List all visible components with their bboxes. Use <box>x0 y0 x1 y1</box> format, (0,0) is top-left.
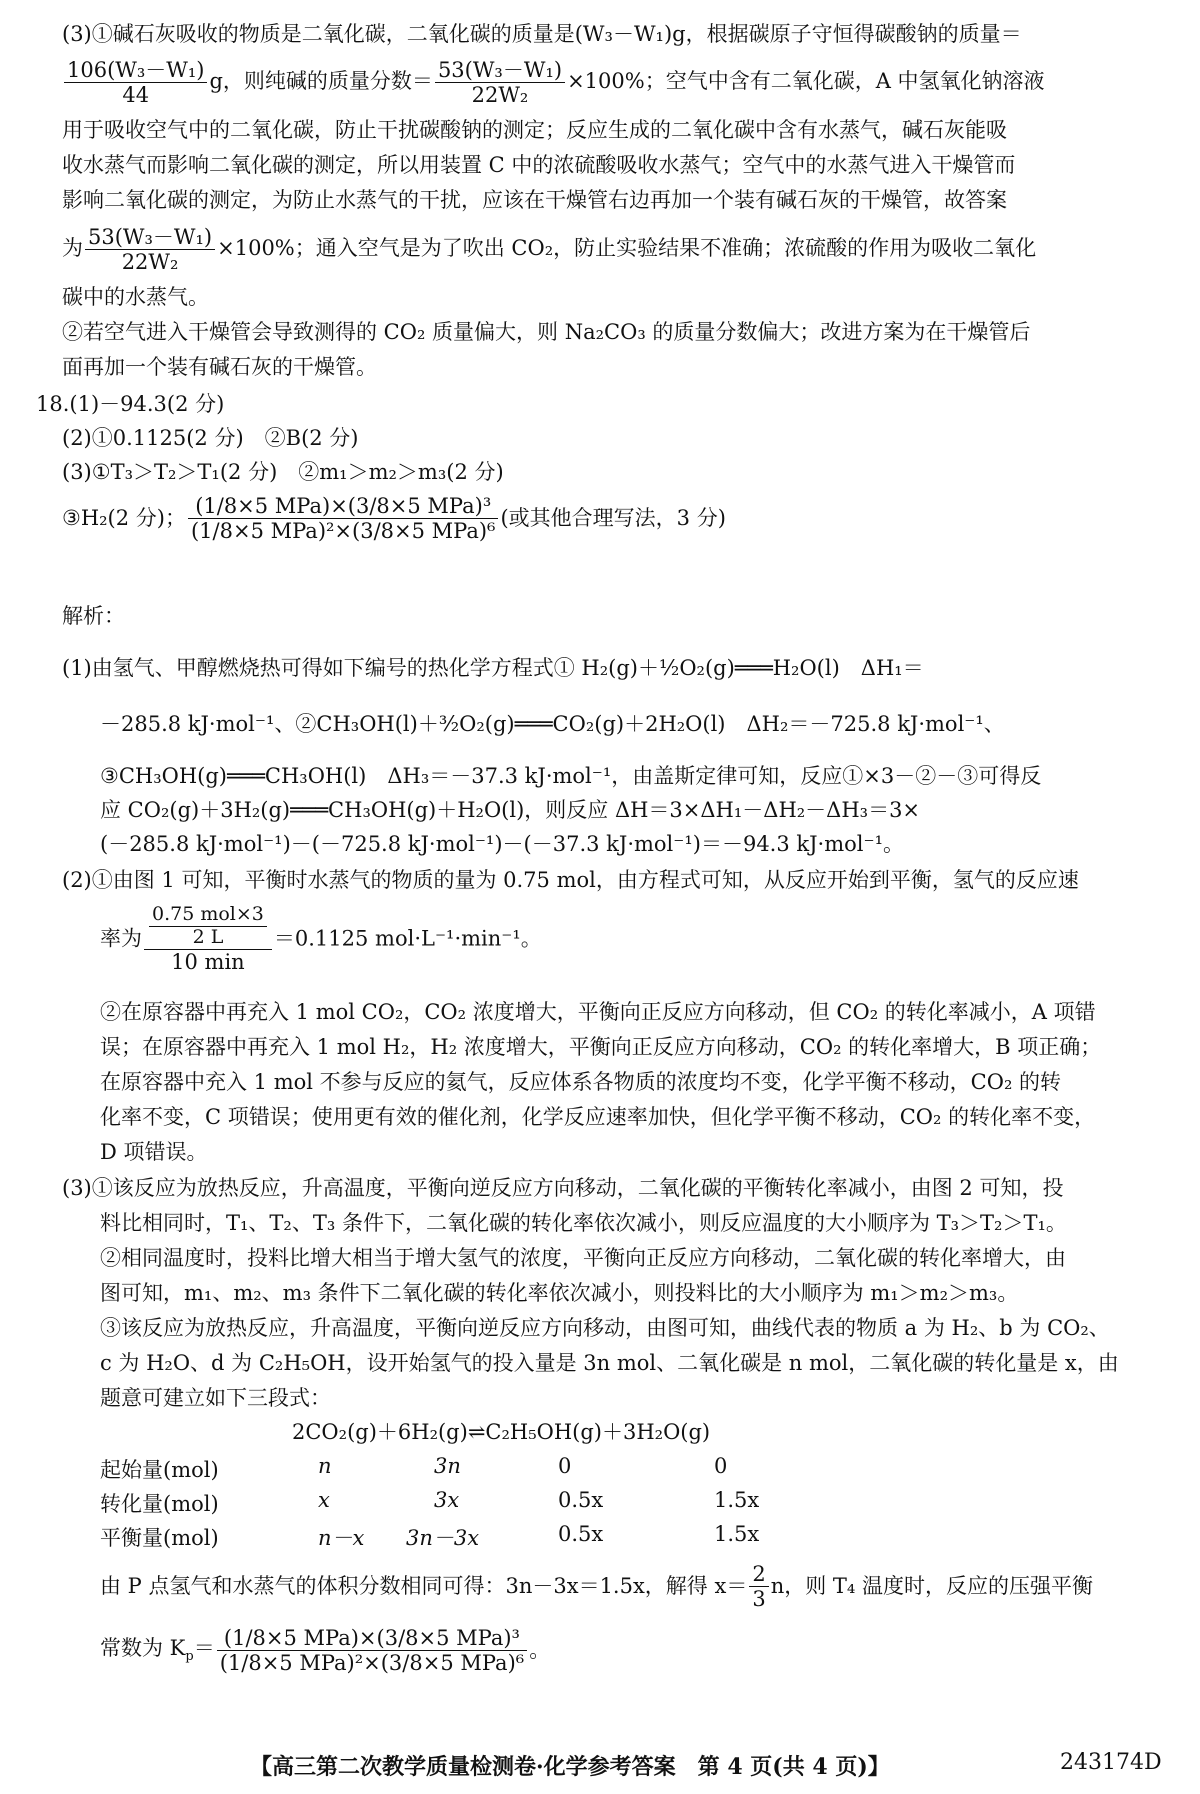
text-line: 应 CO₂(g)＋3H₂(g)═══CH₃OH(g)＋H₂O(l)，则反应 ΔH＝3×ΔH₁－ΔH₂－ΔH₃＝3× <box>100 798 921 822</box>
fraction: $\frac{2}{3}$ <box>749 1562 768 1611</box>
text-line: (3)①该反应为放热反应，升高温度，平衡向逆反应方向移动，二氧化碳的平衡转化率减小，由图 2 可知，投 <box>62 1176 1064 1200</box>
text-line: 化率不变，C 项错误；使用更有效的催化剂，化学反应速率加快，但化学平衡不移动，CO₂ 的转化率不变， <box>100 1105 1096 1129</box>
text-line: 收水蒸气而影响二氧化碳的测定，所以用装置 C 中的浓硫酸吸收水蒸气；空气中的水蒸气进入干燥管而 <box>62 153 1016 177</box>
kp-expression-line: 常数为 $K_p=$ $\frac{\text{(1/8×5 MPa)×(3/8×5 MPa)³}}{\text{(1/8×5 MPa)²×(3/8×5 MPa)⁶}}$ 。 <box>100 1626 551 1676</box>
text-line: 在原容器中充入 1 mol 不参与反应的氦气，反应体系各物质的浓度均不变，化学平衡不移动，CO₂ 的转 <box>100 1070 1062 1094</box>
text-line: 影响二氧化碳的测定，为防止水蒸气的干扰，应该在干燥管右边再加一个装有碱石灰的干燥管，故答案 <box>62 188 1007 212</box>
text-line: ③该反应为放热反应，升高温度，平衡向逆反应方向移动，由图可知，曲线代表的物质 a 为 H₂、b 为 CO₂、 <box>100 1316 1110 1340</box>
answer-page: (3)①碱石灰吸收的物质是二氧化碳，二氧化碳的质量是(W₃－W₁)g，根据碳原子守恒得碳酸钠的质量＝ $\frac{\text{106(W₃－W₁)}}{44}$ g，则纯碱的质量分数＝ $\frac{\text{53(W₃－W₁)}}{\text{22W₂}}$ ×100%；空气中含有二氧化碳，A 中氢氧化钠溶液 用于吸收空气中的二氧化碳，防止干扰碳酸钠的测定；反应生成的二氧化碳中含有水蒸气，碱石灰能吸 收水蒸气而影响二氧化碳的测定，所以用装置 C 中的浓硫酸吸收水蒸气；空气中的水蒸气进入干燥管而 影响二氧化碳的测定，为防止水蒸气的干扰，应该在干燥管右边再加一个装有碱石灰的干燥管，故答案 为 $\frac{\text{53(W₃－W₁)}}{\text{22W₂}}$ ×100%；通入空气是为了吹出 CO₂，防止实验结果不准确；浓硫酸的作用为吸收二氧化 碳中的水蒸气。 ②若空气进入干燥管会导致测得的 CO₂ 质量偏大，则 Na₂CO₃ 的质量分数偏大；改进方案为在干燥管后 面再加一个装有碱石灰的干燥管。 18.(1)－94.3(2 分) (2)①0.1125(2 分) ②B(2 分) (3)①T₃＞T₂＞T₁(2 分) ②m₁＞m₂＞m₃(2 分) ③H₂(2 分)； $\frac{\text{(1/8×5 MPa)×(3/8×5 MPa)³}}{\text{(1/8×5 MPa)²×(3/8×5 MPa)⁶}}$ (或其他合理写法，3 分) 解析： (1)由氢气、甲醇燃烧热可得如下编号的热化学方程式① H₂(g)＋½O₂(g)═══H₂O(l) ΔH₁＝ －285.8 kJ·mol⁻¹、②CH₃OH(l)＋³⁄₂O₂(g)═══CO₂(g)＋2H₂O(l) ΔH₂＝－725.8 kJ·mol⁻¹、 ③CH₃OH(g)═══CH₃OH(l) ΔH₃＝－37.3 kJ·mol⁻¹，由盖斯定律可知，反应①×3－②－③可得反 应 CO₂(g)＋3H₂(g)═══CH₃OH(g)＋H₂O(l)，则反应 ΔH＝3×ΔH₁－ΔH₂－ΔH₃＝3× (－285.8 kJ·mol⁻¹)－(－725.8 kJ·mol⁻¹)－(－37.3 kJ·mol⁻¹)＝－94.3 kJ·mol⁻¹。 (2)①由图 1 可知，平衡时水蒸气的物质的量为 0.75 mol，由方程式可知，从反应开始到平衡，氢气的反应速 率为 $\frac{\frac{\text{0.75 mol×3}}{2 L}}{10 \min}$ ＝0.1125 mol·L⁻¹·min⁻¹。 ②在原容器中再充入 1 mol CO₂，CO₂ 浓度增大，平衡向正反应方向移动，但 CO₂ 的转化率减小，A 项错 误；在原容器中再充入 1 mol H₂，H₂ 浓度增大，平衡向正反应方向移动，CO₂ 的转化率增大，B 项正确； 在原容器中充入 1 mol 不参与反应的氦气，反应体系各物质的浓度均不变，化学平衡不移动，CO₂ 的转 化率不变，C 项错误；使用更有效的催化剂，化学反应速率加快，但化学平衡不移动，CO₂ 的转化率不变， D 项错误。 (3)①该反应为放热反应，升高温度，平衡向逆反应方向移动，二氧化碳的平衡转化率减小，由图 2 可知，投 料比相同时，T₁、T₂、T₃ 条件下，二氧化碳的转化率依次减小，则反应温度的大小顺序为 T₃＞T₂＞T₁。 ②相同温度时，投料比增大相当于增大氢气的浓度，平衡向正反应方向移动，二氧化碳的转化率增大，由 图可知，m₁、m₂、m₃ 条件下二氧化碳的转化率依次减小，则投料比的大小顺序为 m₁＞m₂＞m₃。 ③该反应为放热反应，升高温度，平衡向逆反应方向移动，由图可知，曲线代表的物质 a 为 H₂、b 为 CO₂、 c 为 H₂O、d 为 C₂H₅OH，设开始氢气的投入量是 3n mol、二氧化碳是 n mol，二氧化碳的转化量是 x，由 题意可建立如下三段式： 2CO₂(g)＋6H₂(g)⇌C₂H₅OH(g)＋3H₂O(g) 起始量(mol) n 3n 0 0 转化量(mol) x 3x 0.5x 1.5x 平衡量(mol) n－x 3n－3x 0.5x 1.5x 由 P 点氢气和水蒸气的体积分数相同可得：3n－3x＝1.5x，解得 x＝ $\frac{2}{3}$ n，则 T₄ 温度时，反应的压强平衡 常数为 $K_p=$ $\frac{\text{(1/8×5 MPa)×(3/8×5 MPa)³}}{\text{(1/8×5 MPa)²×(3/8×5 MPa)⁶}}$ 。 【高三第二次教学质量检测卷·化学参考答案 第 4 页(共 4 页)】 243174D <box>0 0 1200 1794</box>
text-line: 碳中的水蒸气。 <box>62 285 209 309</box>
fraction: $\frac{\text{(1/8×5 MPa)×(3/8×5 MPa)³}}{\text{(1/8×5 MPa)²×(3/8×5 MPa)⁶}}$ <box>188 494 498 543</box>
text-line: 误；在原容器中再充入 1 mol H₂，H₂ 浓度增大，平衡向正反应方向移动，CO₂ 的转化率增大，B 项正确； <box>100 1035 1102 1059</box>
fraction: $\frac{\frac{\text{0.75 mol×3}}{2 L}}{10 \min}$ <box>144 904 272 974</box>
text-line: 面再加一个装有碱石灰的干燥管。 <box>62 355 377 379</box>
text-line: (3)①碱石灰吸收的物质是二氧化碳，二氧化碳的质量是(W₃－W₁)g，根据碳原子守恒得碳酸钠的质量＝ <box>62 22 1022 46</box>
fraction: $\frac{\text{106(W₃－W₁)}}{44}$ <box>64 58 207 107</box>
text-line: (－285.8 kJ·mol⁻¹)－(－725.8 kJ·mol⁻¹)－(－37.3 kJ·mol⁻¹)＝－94.3 kJ·mol⁻¹。 <box>100 832 904 856</box>
text-line: 题意可建立如下三段式： <box>100 1386 331 1410</box>
fraction: $\frac{\text{(1/8×5 MPa)×(3/8×5 MPa)³}}{\text{(1/8×5 MPa)²×(3/8×5 MPa)⁶}}$ <box>217 1626 527 1675</box>
text-line: D 项错误。 <box>100 1140 208 1164</box>
analysis-heading: 解析： <box>62 604 125 628</box>
reaction-equation: 2CO₂(g)＋6H₂(g)⇌C₂H₅OH(g)＋3H₂O(g) <box>292 1420 711 1444</box>
text-line: (2)①由图 1 可知，平衡时水蒸气的物质的量为 0.75 mol，由方程式可知，从反应开始到平衡，氢气的反应速 <box>62 868 1079 892</box>
text-line: 料比相同时，T₁、T₂、T₃ 条件下，二氧化碳的转化率依次减小，则反应温度的大小顺序为 T₃＞T₂＞T₁。 <box>100 1211 1067 1235</box>
footer-title: 【高三第二次教学质量检测卷·化学参考答案 第 4 页(共 4 页)】 <box>250 1754 890 1780</box>
text-line: ③CH₃OH(g)═══CH₃OH(l) ΔH₃＝－37.3 kJ·mol⁻¹，由盖斯定律可知，反应①×3－②－③可得反 <box>100 764 1042 788</box>
text-line: ②在原容器中再充入 1 mol CO₂，CO₂ 浓度增大，平衡向正反应方向移动，但 CO₂ 的转化率减小，A 项错 <box>100 1000 1096 1024</box>
text-line: 由 P 点氢气和水蒸气的体积分数相同可得：3n－3x＝1.5x，解得 x＝ $\frac{2}{3}$ n，则 T₄ 温度时，反应的压强平衡 <box>100 1562 1094 1612</box>
fraction: $\frac{\text{53(W₃－W₁)}}{\text{22W₂}}$ <box>435 58 565 107</box>
text-line: $\frac{\text{106(W₃－W₁)}}{44}$ g，则纯碱的质量分数＝ $\frac{\text{53(W₃－W₁)}}{\text{22W₂}}$ ×100%；空气中含有二氧化碳，A 中氢氧化钠溶液 <box>0 58 1200 107</box>
question-18-answer: 18.(1)－94.3(2 分) <box>36 392 225 416</box>
rate-line: 率为 $\frac{\frac{\text{0.75 mol×3}}{2 L}}{10 \min}$ ＝0.1125 mol·L⁻¹·min⁻¹。 <box>100 903 542 974</box>
footer-code: 243174D <box>1060 1750 1162 1775</box>
kp-answer-line: ③H₂(2 分)； $\frac{\text{(1/8×5 MPa)×(3/8×5 MPa)³}}{\text{(1/8×5 MPa)²×(3/8×5 MPa)⁶}}$ (或其他合理写法，3 分) <box>62 494 726 544</box>
text-line: 图可知，m₁、m₂、m₃ 条件下二氧化碳的转化率依次减小，则投料比的大小顺序为 m₁＞m₂＞m₃。 <box>100 1281 1019 1305</box>
text-line: 为 $\frac{\text{53(W₃－W₁)}}{\text{22W₂}}$ ×100%；通入空气是为了吹出 CO₂，防止实验结果不准确；浓硫酸的作用为吸收二氧化 <box>62 225 1037 275</box>
text-line: ②相同温度时，投料比增大相当于增大氢气的浓度，平衡向正反应方向移动，二氧化碳的转化率增大，由 <box>100 1246 1066 1270</box>
text-line: (1)由氢气、甲醇燃烧热可得如下编号的热化学方程式① H₂(g)＋½O₂(g)═══H₂O(l) ΔH₁＝ <box>62 656 924 680</box>
text-line: (3)①T₃＞T₂＞T₁(2 分) ②m₁＞m₂＞m₃(2 分) <box>62 460 504 484</box>
text-line: (2)①0.1125(2 分) ②B(2 分) <box>62 426 359 450</box>
text-line: 用于吸收空气中的二氧化碳，防止干扰碳酸钠的测定；反应生成的二氧化碳中含有水蒸气，碱石灰能吸 <box>62 118 1007 142</box>
text-line: c 为 H₂O、d 为 C₂H₅OH，设开始氢气的投入量是 3n mol、二氧化碳是 n mol，二氧化碳的转化量是 x，由 <box>100 1351 1119 1375</box>
text-line: ②若空气进入干燥管会导致测得的 CO₂ 质量偏大，则 Na₂CO₃ 的质量分数偏大；改进方案为在干燥管后 <box>62 320 1031 344</box>
fraction: $\frac{\text{53(W₃－W₁)}}{\text{22W₂}}$ <box>85 225 215 274</box>
text-line: －285.8 kJ·mol⁻¹、②CH₃OH(l)＋³⁄₂O₂(g)═══CO₂(g)＋2H₂O(l) ΔH₂＝－725.8 kJ·mol⁻¹、 <box>100 712 1005 736</box>
